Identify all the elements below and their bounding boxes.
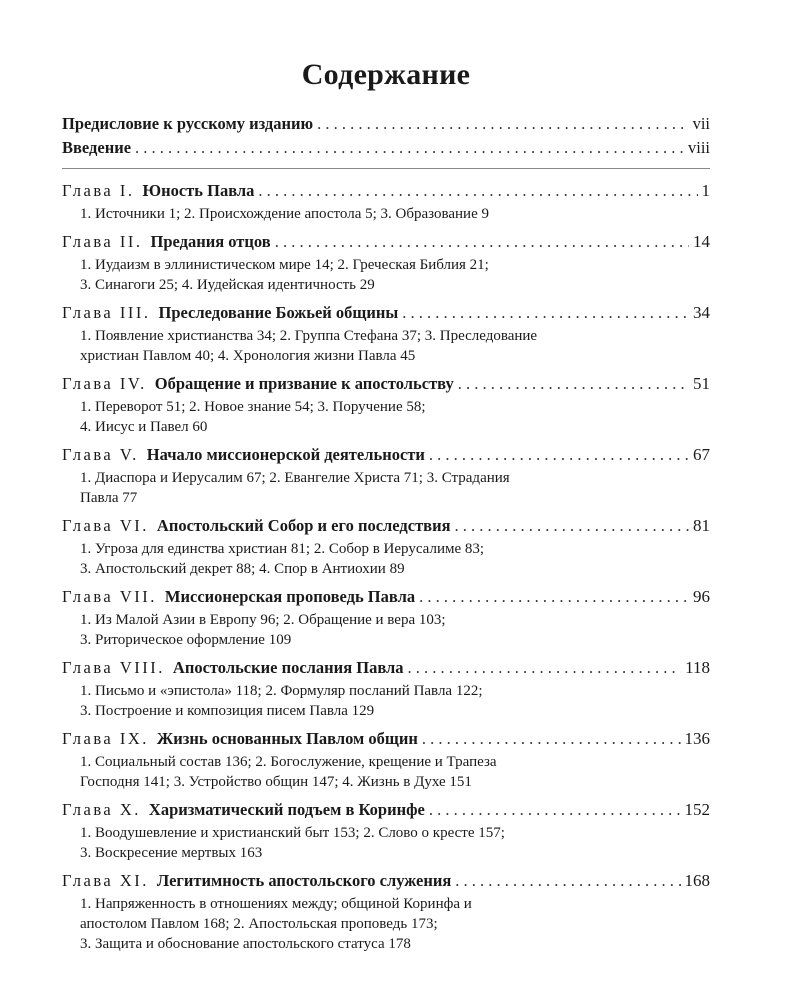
leader-dots: [408, 656, 682, 680]
section-line: 3. Апостольский декрет 88; 4. Спор в Антиохии 89: [80, 561, 405, 577]
chapter-sections: [62, 894, 710, 954]
section-line: 1. Письмо и «эпистола» 118; 2. Формуляр посланий Павла 122;: [80, 683, 483, 699]
chapter-heading: [62, 230, 710, 254]
chapter-label: Глава VIII.: [62, 658, 165, 677]
chapter-sections: [62, 468, 710, 508]
leader-dots: [455, 869, 680, 893]
chapter-entry[interactable]: [62, 514, 710, 579]
chapter-title: Обращение и призвание к апостольству: [154, 374, 454, 393]
section-line: 4. Иисус и Павел 60: [80, 419, 208, 435]
leader-dots: [422, 727, 681, 751]
chapter-title: Начало миссионерской деятельности: [146, 445, 425, 464]
page-number: viii: [687, 138, 710, 157]
chapter-title: Апостольский Собор и его последствия: [156, 516, 451, 535]
chapter-sections: [62, 204, 710, 224]
chapter-title: Преследование Божьей общины: [158, 303, 399, 322]
section-line: 1. Воодушевление и христианский быт 153; 2. Слово о кресте 157;: [80, 825, 505, 841]
leader-dots: [135, 136, 684, 160]
chapter-heading: [62, 372, 710, 396]
leader-dots: [402, 301, 689, 325]
chapter-heading: [62, 514, 710, 538]
chapter-title: Апостольские послания Павла: [172, 658, 404, 677]
section-line: апостолом Павлом 168; 2. Апостольская проповедь 173;: [80, 916, 438, 932]
section-line: 1. Источники 1; 2. Происхождение апостола 5; 3. Образование 9: [80, 206, 489, 222]
page-number: 136: [684, 729, 710, 748]
chapter-entry[interactable]: [62, 179, 710, 224]
chapter-sections: [62, 752, 710, 792]
chapter-title: Жизнь основанных Павлом общин: [156, 729, 418, 748]
chapter-entry[interactable]: [62, 230, 710, 295]
chapter-heading: [62, 179, 710, 203]
section-line: 1. Иудаизм в эллинистическом мире 14; 2. Греческая Библия 21;: [80, 257, 489, 273]
chapter-sections: [62, 397, 710, 437]
page-number: vii: [692, 114, 710, 133]
section-line: 1. Диаспора и Иерусалим 67; 2. Евангелие Христа 71; 3. Страдания: [80, 470, 510, 486]
leader-dots: [455, 514, 689, 538]
page-number: 14: [693, 232, 710, 251]
chapter-heading: [62, 727, 710, 751]
chapter-label: Глава IV.: [62, 374, 147, 393]
chapter-sections: [62, 539, 710, 579]
section-line: 1. Переворот 51; 2. Новое знание 54; 3. Поручение 58;: [80, 399, 426, 415]
section-line: 1. Социальный состав 136; 2. Богослужение, крещение и Трапеза: [80, 754, 497, 770]
chapter-title: Легитимность апостольского служения: [156, 871, 452, 890]
leader-dots: [275, 230, 689, 254]
page-number: 1: [701, 181, 710, 200]
page-number: 118: [685, 658, 710, 677]
leader-dots: [419, 585, 689, 609]
chapter-heading: [62, 656, 710, 680]
chapter-entry[interactable]: [62, 585, 710, 650]
intro-entry[interactable]: [62, 136, 710, 160]
section-line: 3. Риторическое оформление 109: [80, 632, 292, 648]
section-line: 1. Напряженность в отношениях между; общиной Коринфа и: [80, 896, 472, 912]
chapter-label: Глава X.: [62, 800, 141, 819]
section-line: 1. Появление христианства 34; 2. Группа Стефана 37; 3. Преследование: [80, 328, 538, 344]
page-number: 152: [684, 800, 710, 819]
entry-title: Предисловие к русскому изданию: [62, 114, 314, 133]
section-line: 3. Защита и обоснование апостольского статуса 178: [80, 936, 411, 952]
page-number: 34: [693, 303, 710, 322]
page-title: Содержание: [301, 58, 471, 91]
chapter-entry[interactable]: [62, 727, 710, 792]
chapter-sections: [62, 610, 710, 650]
intro-entry[interactable]: [62, 112, 710, 136]
chapter-title: Миссионерская проповедь Павла: [164, 587, 416, 606]
section-line: 3. Воскресение мертвых 163: [80, 845, 263, 861]
chapter-label: Глава II.: [62, 232, 143, 251]
chapter-label: Глава VI.: [62, 516, 149, 535]
chapter-label: Глава I.: [62, 181, 135, 200]
chapter-entry[interactable]: [62, 372, 710, 437]
chapter-list: [62, 179, 710, 954]
section-line: 3. Построение и композиция писем Павла 129: [80, 703, 375, 719]
page-number: 51: [693, 374, 710, 393]
chapter-label: Глава III.: [62, 303, 151, 322]
section-line: 3. Синагоги 25; 4. Иудейская идентичность 29: [80, 277, 375, 293]
chapter-sections: [62, 255, 710, 295]
section-line: 1. Из Малой Азии в Европу 96; 2. Обращение и вера 103;: [80, 612, 446, 628]
chapter-entry[interactable]: [62, 301, 710, 366]
chapter-label: Глава V.: [62, 445, 139, 464]
chapter-label: Глава VII.: [62, 587, 157, 606]
leader-dots: [258, 179, 697, 203]
chapter-heading: [62, 301, 710, 325]
leader-dots: [317, 112, 688, 136]
leader-dots: [429, 443, 689, 467]
section-line: Господня 141; 3. Устройство общин 147; 4. Жизнь в Духе 151: [80, 774, 472, 790]
leader-dots: [458, 372, 689, 396]
chapter-entry[interactable]: [62, 869, 710, 954]
entry-title: Введение: [62, 138, 132, 157]
chapter-title: Юность Павла: [142, 181, 255, 200]
chapter-sections: [62, 823, 710, 863]
intro-list: [62, 112, 710, 160]
chapter-entry[interactable]: [62, 443, 710, 508]
section-line: христиан Павлом 40; 4. Хронология жизни Павла 45: [80, 348, 416, 364]
chapter-sections: [62, 326, 710, 366]
chapter-entry[interactable]: [62, 798, 710, 863]
leader-dots: [429, 798, 681, 822]
chapter-heading: [62, 798, 710, 822]
section-line: Павла 77: [80, 490, 138, 506]
page-number: 81: [693, 516, 710, 535]
chapter-heading: [62, 585, 710, 609]
chapter-title: Харизматический подъем в Коринфе: [148, 800, 425, 819]
page-number: 67: [693, 445, 710, 464]
chapter-label: Глава XI.: [62, 871, 149, 890]
chapter-sections: [62, 681, 710, 721]
toc-page: [62, 58, 710, 960]
divider: [62, 168, 710, 169]
page-number: 96: [693, 587, 710, 606]
chapter-heading: [62, 443, 710, 467]
chapter-title: Предания отцов: [150, 232, 271, 251]
chapter-heading: [62, 869, 710, 893]
chapter-label: Глава IX.: [62, 729, 149, 748]
chapter-entry[interactable]: [62, 656, 710, 721]
section-line: 1. Угроза для единства христиан 81; 2. Собор в Иерусалиме 83;: [80, 541, 485, 557]
page-number: 168: [684, 871, 710, 890]
